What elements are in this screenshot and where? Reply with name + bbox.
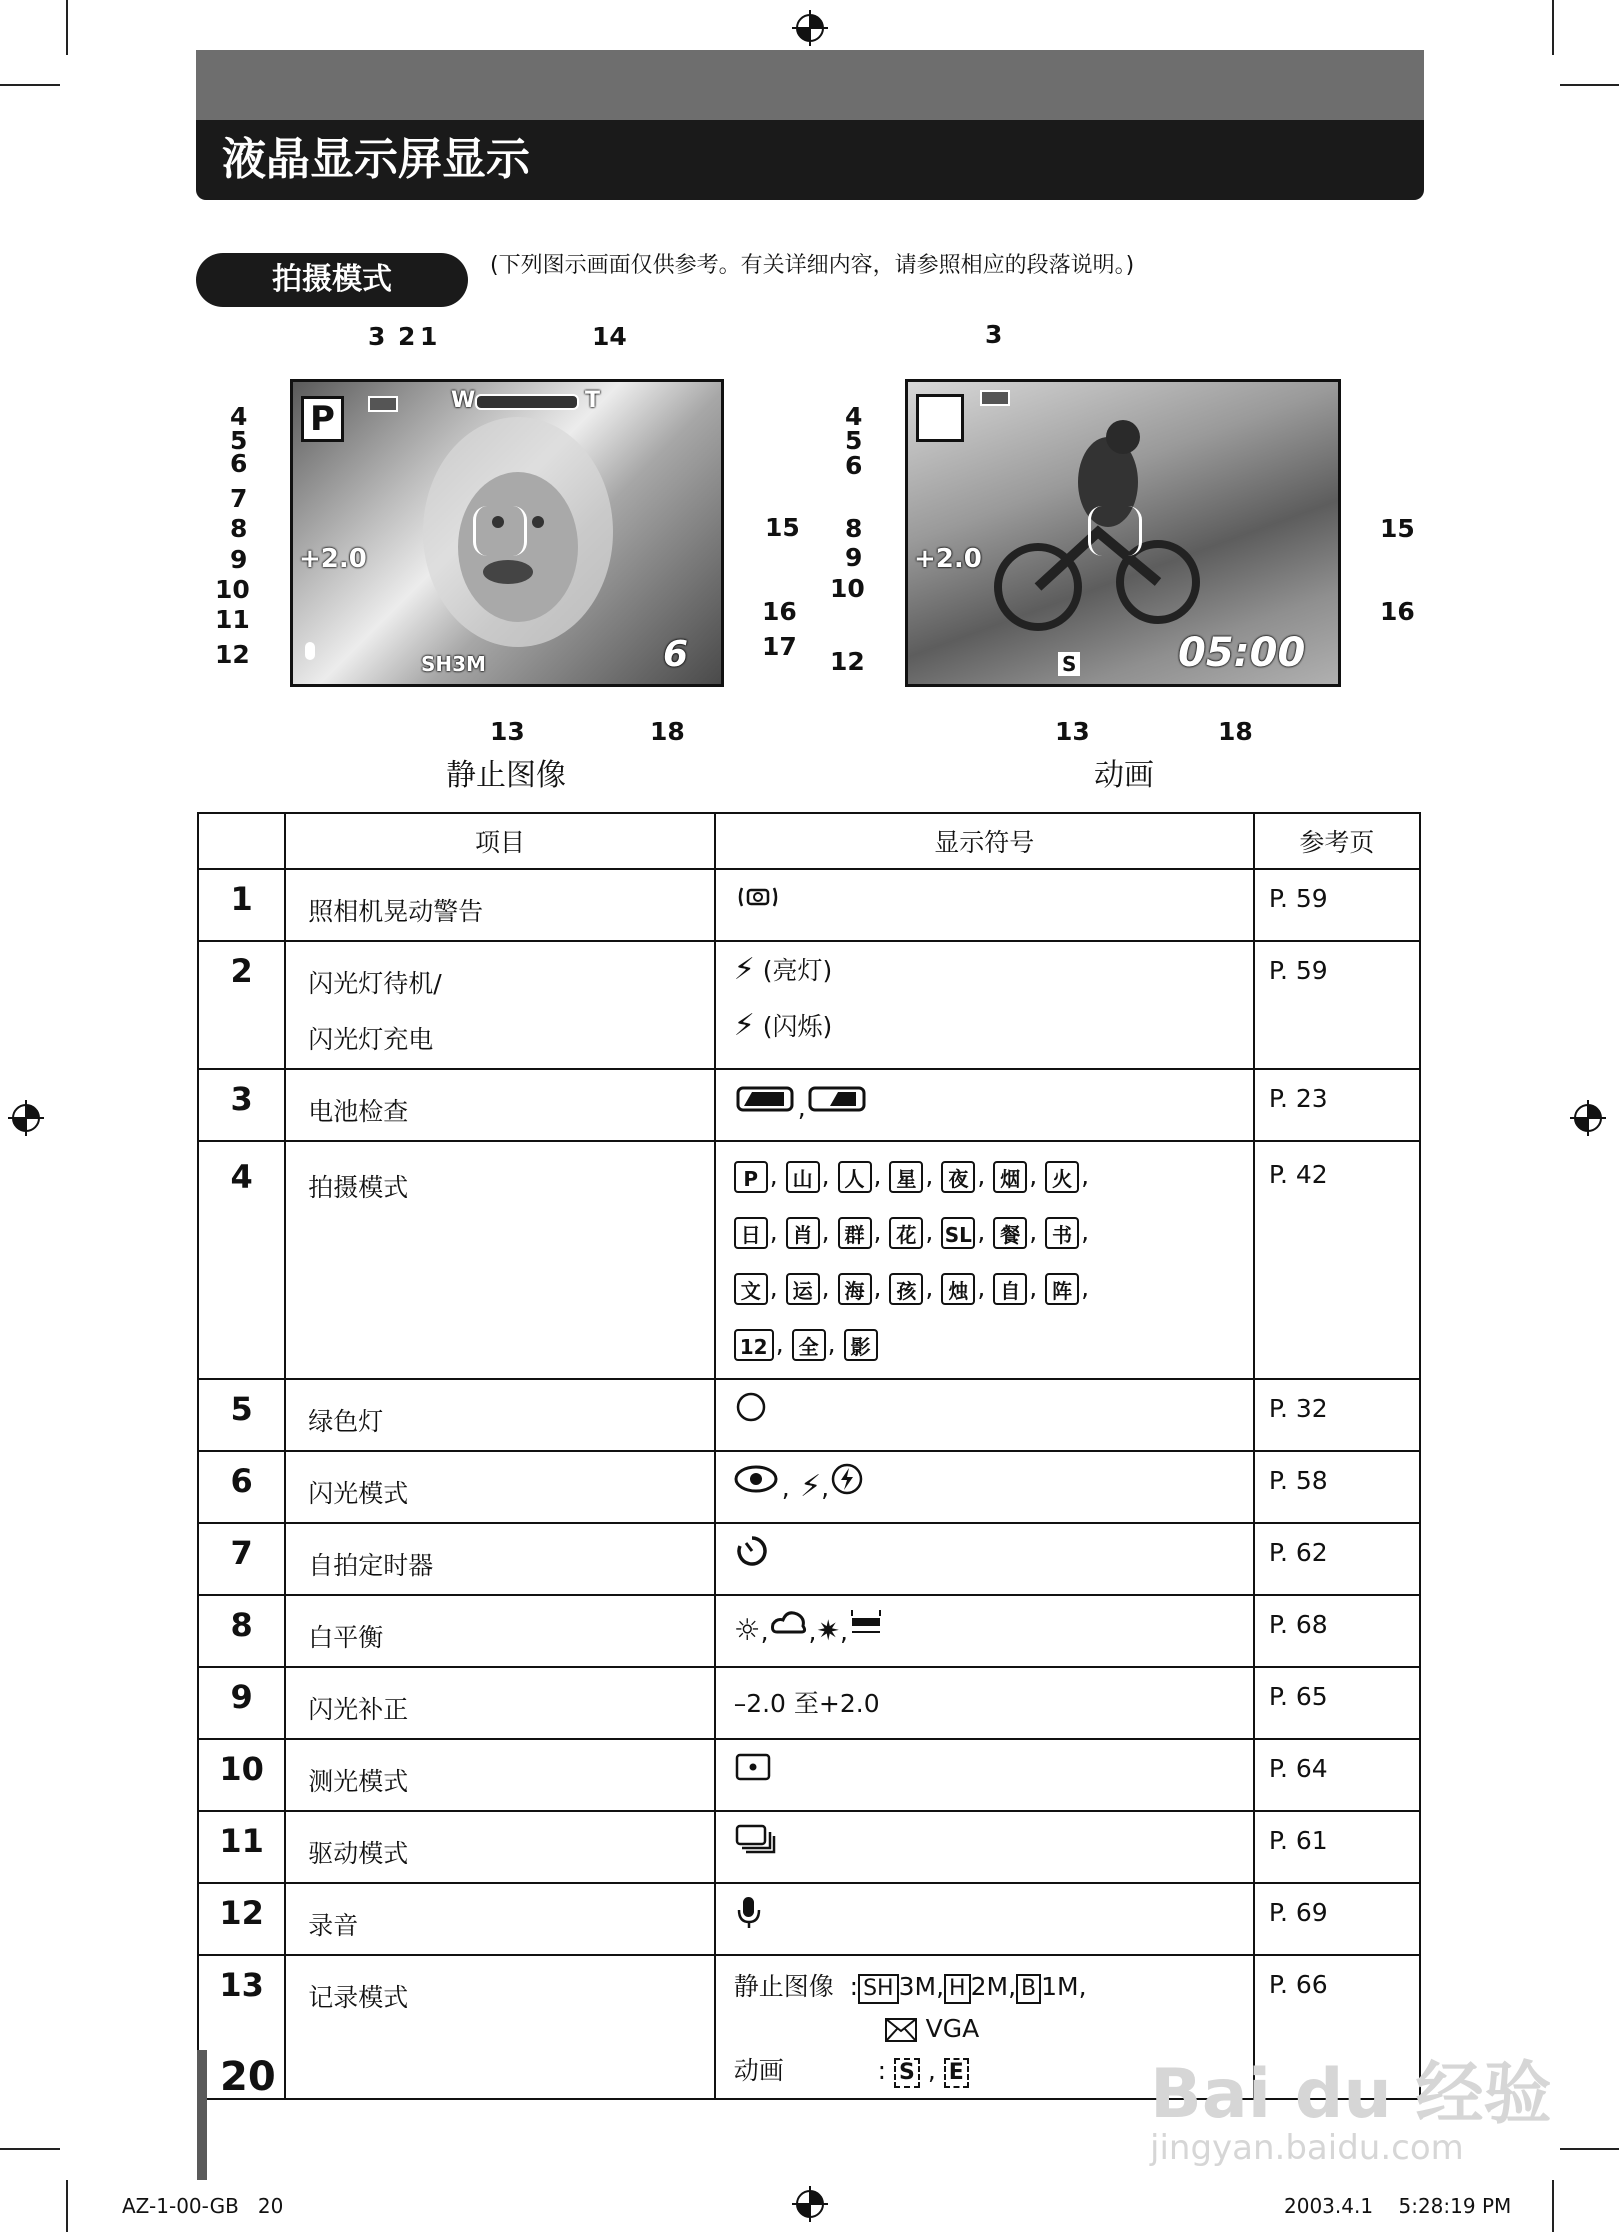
table-row: 13 记录模式 静止图像 : SH 3M, H 2M, B 1M, VGA 动画 : S , E P. 66	[198, 1955, 1420, 2099]
movie-mode-icon	[916, 394, 964, 442]
smile-icon: 自	[993, 1273, 1027, 1305]
callout: 9	[230, 545, 248, 574]
title-bar	[196, 50, 1424, 200]
callout: 4	[230, 402, 248, 431]
b-mode-icon: B	[1016, 1974, 1041, 2004]
callout: 10	[830, 574, 865, 603]
sun-icon: ☼	[733, 1613, 761, 1648]
night-scene-icon: 星	[889, 1161, 923, 1193]
callout: 7	[230, 484, 248, 513]
tungsten-icon: ✷	[816, 1614, 840, 1647]
crop-mark	[1552, 2180, 1554, 2232]
footer-left: AZ-1-00-GB 20	[122, 2194, 284, 2218]
record-mode: SH3M	[421, 652, 486, 676]
record-mode: S	[1058, 652, 1080, 676]
footer-right: 2003.4.1 5:28:19 PM	[1284, 2194, 1512, 2218]
self-timer-icon	[734, 1534, 774, 1568]
self-portrait-icon: 肖	[786, 1217, 820, 1249]
callout: 2	[398, 322, 416, 351]
display-symbols-table	[197, 812, 1421, 2100]
header-no	[198, 813, 285, 869]
callout: 6	[845, 451, 863, 480]
crop-mark	[1560, 84, 1619, 86]
crop-mark	[0, 2148, 60, 2150]
header-symbol: 显示符号	[715, 813, 1254, 869]
sh-mode-icon: SH	[858, 1974, 899, 2004]
lcd-movie-caption: 动画	[1094, 758, 1154, 793]
flash-icon: ⚡	[789, 1469, 822, 1504]
section-note: (下列图示画面仅供参考。有关详细内容，请参照相应的段落说明。)	[490, 253, 1135, 278]
table-row: 10 测光模式 P. 64	[198, 1739, 1420, 1811]
mic-icon	[305, 642, 315, 660]
af-frame	[1088, 506, 1142, 556]
callout: 5	[230, 426, 248, 455]
watermark-logo: Bai du 经验	[1150, 2055, 1552, 2134]
callout: 8	[230, 514, 248, 543]
callout: 13	[490, 717, 525, 746]
spot-metering-icon	[734, 1750, 774, 1784]
table-row: 6 闪光模式 , ⚡, P. 58	[198, 1451, 1420, 1523]
callout: 1	[420, 322, 438, 351]
header-item: 项目	[285, 813, 714, 869]
movie-s-icon: S	[894, 2058, 920, 2088]
sport-icon: 运	[786, 1273, 820, 1305]
indoor-icon: 烛	[941, 1273, 975, 1305]
shooting-mode-badge: P	[301, 396, 344, 442]
candle-icon: 火	[1045, 1161, 1079, 1193]
page-title: 液晶显示屏显示	[196, 120, 1424, 200]
callout: 18	[650, 717, 685, 746]
table-row: 11 驱动模式 P. 61	[198, 1811, 1420, 1883]
super-macro-icon: SL	[941, 1217, 975, 1249]
redeye-icon	[734, 1462, 782, 1496]
table-row: 3 电池检查 , P. 23	[198, 1069, 1420, 1141]
battery-icon	[980, 390, 1010, 406]
registration-mark-icon	[790, 8, 830, 48]
remaining-shots: 6	[663, 634, 689, 675]
page-number: 20	[220, 2054, 276, 2100]
mail-icon	[884, 2017, 918, 2043]
macro-icon: 花	[889, 1217, 923, 1249]
callout: 15	[1380, 514, 1415, 543]
movie-e-icon: E	[944, 2058, 969, 2088]
table-row: 12 录音 P. 69	[198, 1883, 1420, 1955]
registration-mark-icon	[6, 1098, 46, 1138]
zoom-bar	[475, 394, 579, 410]
zoom-w-label: W	[451, 388, 476, 413]
callout: 10	[215, 575, 250, 604]
callout: 16	[1380, 597, 1415, 626]
behind-glass-icon: 孩	[889, 1273, 923, 1305]
callout: 12	[830, 647, 865, 676]
movie-mode-icon: 影	[844, 1329, 878, 1361]
table-row: 2 闪光灯待机/ 闪光灯充电 ⚡ (亮灯) ⚡ (闪烁) P. 59	[198, 941, 1420, 1069]
sequential-icon	[734, 1822, 778, 1856]
portrait-mode-icon: 人	[838, 1161, 872, 1193]
callout: 15	[765, 513, 800, 542]
lcd-movie-preview	[905, 379, 1341, 687]
table-row: 9 闪光补正 –2.0 至+2.0 P. 65	[198, 1667, 1420, 1739]
header-page: 参考页	[1254, 813, 1420, 869]
sunset-icon: 日	[734, 1217, 768, 1249]
lcd-still-preview	[290, 379, 724, 687]
callout: 9	[845, 543, 863, 572]
program-mode-icon: P	[734, 1161, 768, 1193]
table-row: 1 照相机晃动警告 P. 59	[198, 869, 1420, 941]
documents-icon: 书	[1045, 1217, 1079, 1249]
callout: 5	[845, 426, 863, 455]
crop-mark	[0, 84, 60, 86]
shake-reduction-icon: 阵	[1045, 1273, 1079, 1305]
lcd-still-caption: 静止图像	[446, 758, 566, 793]
page-number-bar	[197, 2050, 207, 2180]
crop-mark	[66, 2180, 68, 2232]
callout: 18	[1218, 717, 1253, 746]
callout: 16	[762, 597, 797, 626]
shake-warning-icon	[734, 880, 782, 914]
registration-mark-icon	[1568, 1098, 1608, 1138]
zoom-t-label: T	[585, 388, 601, 413]
flash-off-icon	[829, 1462, 869, 1496]
green-lamp-icon	[734, 1390, 774, 1424]
ev-value: +2.0	[914, 544, 982, 574]
fluorescent-icon	[848, 1606, 884, 1640]
registration-mark-icon	[790, 2184, 830, 2224]
callout: 12	[215, 640, 250, 669]
mic-icon	[734, 1894, 764, 1930]
h-mode-icon: H	[944, 1974, 971, 2004]
flash-icon: ⚡	[733, 952, 755, 987]
ev-value: +2.0	[299, 544, 367, 574]
cloud-icon	[769, 1606, 809, 1640]
beach-icon: 海	[838, 1273, 872, 1305]
callout: 8	[845, 514, 863, 543]
table-row: 4 拍摄模式 P , 山 , 人 , 星 , 夜 , 烟 , 火 , 日 , 肖 , 群 , 花 , SL , 餐 , 书 , 文 , 运 , 海 , 孩 , 烛 , 自 , 阵 , 12 , 全 , 影 P. 42	[198, 1141, 1420, 1379]
callout: 3	[985, 320, 1003, 349]
section-label: 拍摄模式	[196, 253, 468, 307]
crop-mark	[1552, 0, 1554, 55]
flash-icon: ⚡	[733, 1008, 755, 1043]
table-row: 7 自拍定时器 P. 62	[198, 1523, 1420, 1595]
callout: 17	[762, 632, 797, 661]
callout: 6	[230, 449, 248, 478]
crop-mark	[66, 0, 68, 55]
battery-icon	[368, 396, 398, 412]
callout: 13	[1055, 717, 1090, 746]
callout: 14	[592, 322, 627, 351]
auction-icon: 文	[734, 1273, 768, 1305]
callout: 11	[215, 605, 250, 634]
cuisine-icon: 餐	[993, 1217, 1027, 1249]
watermark-url: jingyan.baidu.com	[1150, 2128, 1464, 2168]
crop-mark	[1560, 2148, 1619, 2150]
callout: 4	[845, 402, 863, 431]
battery-full-icon	[734, 1080, 798, 1116]
fireworks-icon: 烟	[993, 1161, 1027, 1193]
group-icon: 群	[838, 1217, 872, 1249]
battery-low-icon	[806, 1080, 870, 1116]
remaining-time: 05:00	[1178, 630, 1306, 676]
table-row: 8 白平衡 ☼, ,✷, P. 68	[198, 1595, 1420, 1667]
af-frame	[473, 506, 527, 556]
two-in-one-icon: 12	[734, 1329, 774, 1361]
night-portrait-icon: 夜	[941, 1161, 975, 1193]
table-row: 5 绿色灯 P. 32	[198, 1379, 1420, 1451]
panorama-icon: 全	[792, 1329, 826, 1361]
callout: 3	[368, 322, 386, 351]
table-header-row	[198, 813, 1420, 869]
landscape-mode-icon: 山	[786, 1161, 820, 1193]
